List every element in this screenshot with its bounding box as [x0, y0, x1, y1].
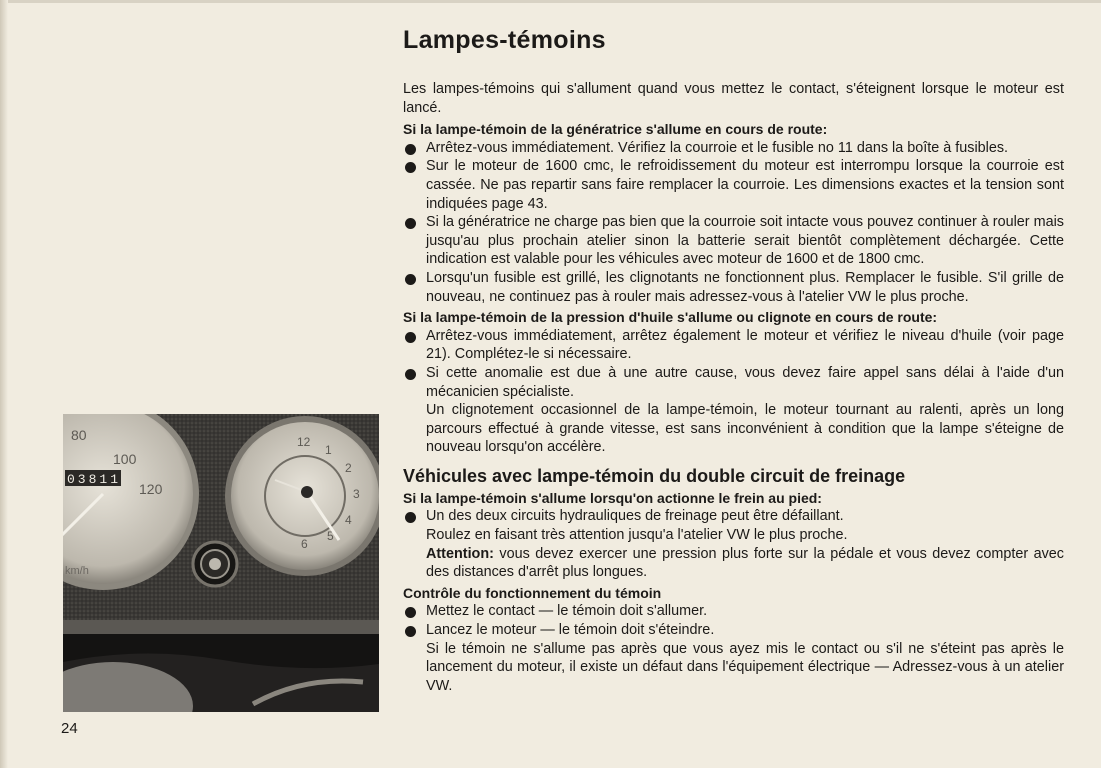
clock-tick-label: 2 — [345, 461, 352, 475]
speedo-tick-label: 100 — [113, 451, 137, 467]
page-title: Lampes-témoins — [403, 26, 606, 54]
generator-warning-heading: Si la lampe-témoin de la génératrice s'allume en cours de route: — [403, 121, 828, 138]
page-number: 24 — [61, 720, 78, 737]
clock-tick-label: 3 — [353, 487, 360, 501]
speedo-tick-label: 80 — [71, 427, 87, 443]
brake-instruction: Roulez en faisant très attention jusqu'a l'atelier VW le plus proche. — [426, 527, 848, 544]
odometer-readout: 03811 — [67, 472, 122, 487]
bullet-item: Si la génératrice ne charge pas bien que la courroie soit intacte vous pouvez continuer à rouler mais jusqu'au plus prochain atelier sinon la batterie serait bientôt complètement déchargée. Cette indication est valable pour les véhicules avec moteur de 1600 et de 1800 cmc. — [403, 213, 1064, 269]
text-column — [403, 80, 1064, 695]
speedo-tick-label: 120 — [139, 481, 163, 497]
bullet-item: Arrêtez-vous immédiatement. Vérifiez la courroie et le fusible no 11 dans la boîte à fusibles. — [403, 139, 1064, 158]
brake-circuit-heading: Véhicules avec lampe-témoin du double circuit de freinage — [403, 465, 906, 486]
page-binding-shadow — [0, 0, 8, 768]
page-edge — [0, 0, 1101, 3]
clock-tick-label: 6 — [301, 537, 308, 551]
bullet-item: Sur le moteur de 1600 cmc, le refroidissement du moteur est interrompu lorsque la courroie est cassée. Ne pas repartir sans faire remplacer la courroie. Les dimensions exactes et la tension sont indiquées page 43. — [403, 157, 1064, 213]
bullet-item: Lorsqu'un fusible est grillé, les clignotants ne fonctionnent plus. Remplacer le fusible. S'il grille de nouveau, ne continuez pas à rouler mais adressez-vous à l'atelier VW le plus proche. — [403, 269, 1064, 306]
bullet-item: Mettez le contact — le témoin doit s'allumer. — [403, 602, 1064, 621]
oil-pressure-note: Un clignotement occasionnel de la lampe-témoin, le moteur tournant au ralenti, après un long parcours effectué à grande vitesse, est sans inconvénient à condition que la lampe s'éteigne de nouveau lorsqu'on accélère. — [426, 402, 1064, 456]
speed-unit-label: km/h — [65, 565, 89, 577]
oil-pressure-heading: Si la lampe-témoin de la pression d'huile s'allume ou clignote en cours de route: — [403, 309, 938, 326]
bullet-item: Arrêtez-vous immédiatement, arrêtez également le moteur et vérifiez le niveau d'huile (voir page 21). Complétez-le si nécessaire. — [403, 327, 1064, 364]
bullet-item: Lancez le moteur — le témoin doit s'éteindre. — [403, 621, 1064, 640]
attention-text: vous devez exercer une pression plus forte sur la pédale et vous devez compter avec des distances d'arrêt plus longues. — [426, 545, 1064, 581]
clock-tick-label: 5 — [327, 529, 334, 543]
bullet-item: Un des deux circuits hydrauliques de freinage peut être défaillant. — [403, 507, 1064, 526]
clock-tick-label: 12 — [297, 435, 311, 449]
intro-paragraph: Les lampes-témoins qui s'allument quand vous mettez le contact, s'éteignent lorsque le moteur est lancé. — [403, 81, 1064, 116]
lamp-check-heading: Contrôle du fonctionnement du témoin — [403, 584, 662, 601]
lamp-check-note: Si le témoin ne s'allume pas après que vous ayez mis le contact ou s'il ne s'éteint pas après le lancement du moteur, il existe un défaut dans l'équipement électrique — Adressez-vous à un atelier VW. — [426, 640, 1064, 694]
brake-warning-subheading: Si la lampe-témoin s'allume lorsqu'on actionne le frein au pied: — [403, 489, 822, 506]
dashboard-photo — [63, 414, 379, 712]
clock-tick-label: 1 — [325, 443, 332, 457]
bullet-item: Si cette anomalie est due à une autre cause, vous devez faire appel sans délai à l'aide d'un mécanicien spécialiste. — [403, 364, 1064, 401]
attention-label: Attention: — [426, 545, 494, 562]
clock-tick-label: 4 — [345, 513, 352, 527]
brake-attention-paragraph — [403, 545, 1064, 582]
